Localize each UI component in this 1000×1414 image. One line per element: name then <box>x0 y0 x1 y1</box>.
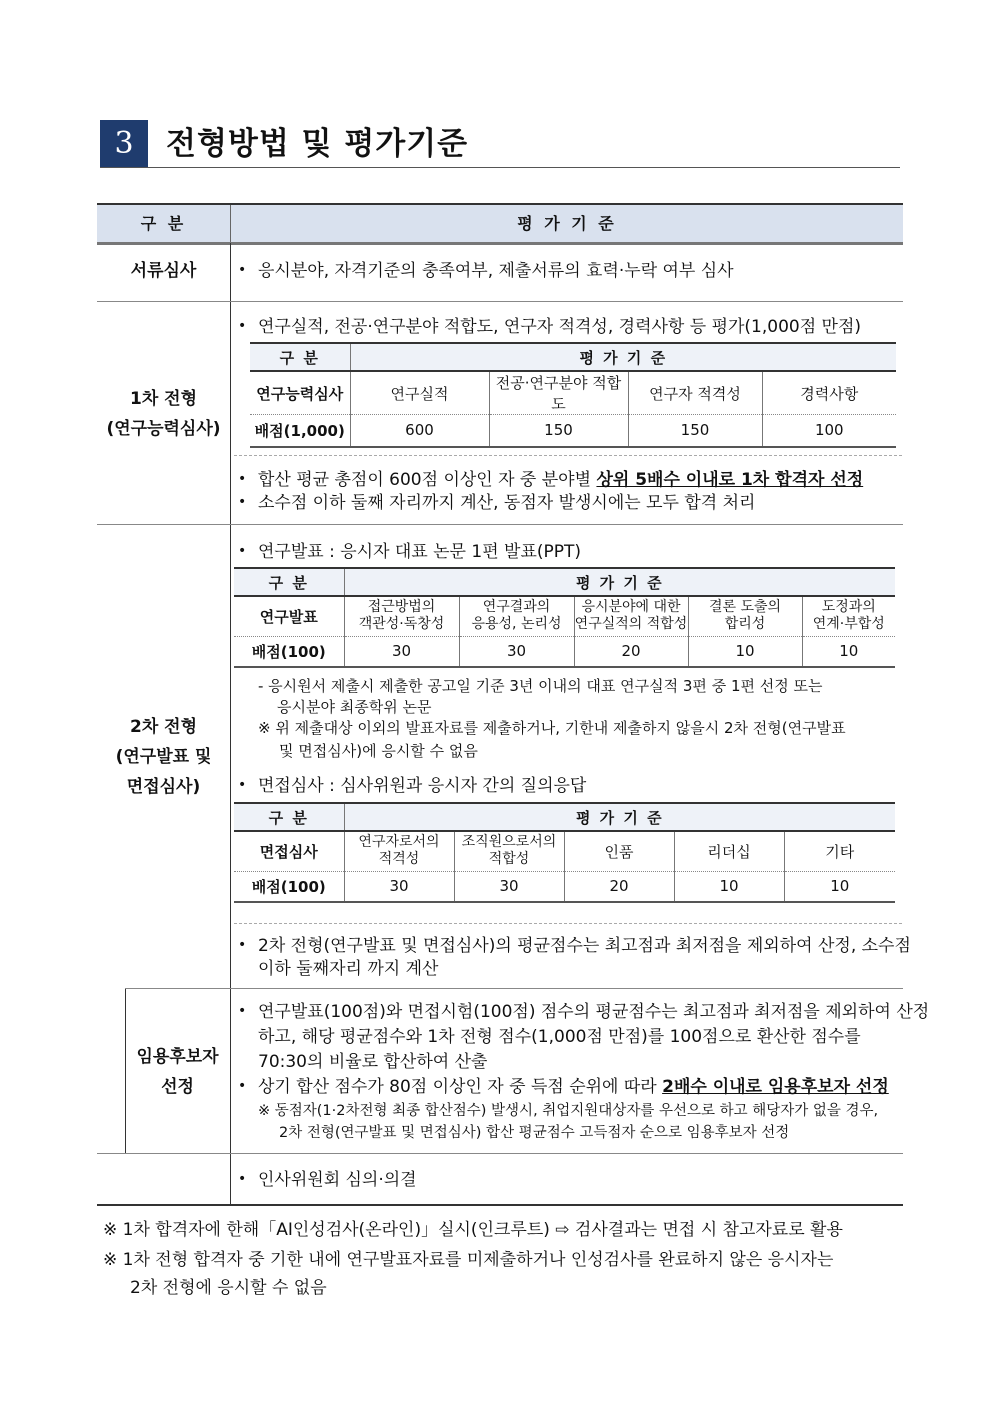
cell-line: 응시분야에 대한 <box>581 599 681 616</box>
section-title: 전형방법 및 평가기준 <box>166 126 469 162</box>
cell-line: 연계·부합성 <box>812 616 885 633</box>
table-cell: 10 <box>802 636 895 667</box>
table-cell: 30 <box>344 871 454 902</box>
column-divider <box>230 243 231 1205</box>
table-cell: 배점(100) <box>234 636 344 667</box>
stage1-intro: 연구실적, 전공·연구분야 적합도, 연구자 적격성, 경력사항 등 평가(1,000점 만점) <box>258 317 862 337</box>
table-cell <box>454 831 564 871</box>
stage2-label-line1: 2차 전형 <box>129 717 197 737</box>
presentation-note2b: 및 면접심사)에 응시할 수 없음 <box>279 742 478 760</box>
title-underline <box>100 167 900 168</box>
table-header-criteria: 평 가 기 준 <box>350 343 896 371</box>
footnote-1: ※ 1차 합격자에 한해「AI인성검사(온라인)」실시(인크루트) ⇨ 검사결과는 면접 시 참고자료로 활용 <box>103 1220 843 1240</box>
presentation-note1a: - 응시원서 제출시 제출한 공고일 기준 3년 이내의 대표 연구실적 3편 중 1편 선정 또는 <box>258 677 823 695</box>
table-cell <box>344 831 454 871</box>
table-cell: 기타 <box>784 831 895 871</box>
stage2-label-line2: (연구발표 및 <box>115 747 212 767</box>
stage1-note2: 소수점 이하 둘째 자리까지 계산, 동점자 발생시에는 모두 합격 처리 <box>258 493 756 513</box>
stage2-average-note-b: 이하 둘째자리 까지 계산 <box>258 959 439 979</box>
table-cell: 연구발표 <box>234 596 344 636</box>
stage2-label-line3: 면접심사) <box>126 777 201 797</box>
candidate-b1b: 하고, 해당 평균점수와 1차 전형 점수(1,000점 만점)를 100점으로 환산한 점수를 <box>258 1027 861 1047</box>
table-cell: 20 <box>564 871 674 902</box>
table-header-category: 구 분 <box>234 803 344 831</box>
cell-line: 합리성 <box>724 616 766 633</box>
presentation-note2a: ※ 위 제출대상 이외의 발표자료를 제출하거나, 기한내 제출하지 않을시 2차 전형(연구발표 <box>258 719 846 737</box>
table-cell: 경력사항 <box>762 371 896 415</box>
doc-review-text: 응시분야, 자격기준의 충족여부, 제출서류의 효력·누락 여부 심사 <box>258 261 734 281</box>
table-header-category: 구 분 <box>250 343 350 371</box>
table-cell: 전공·연구분야 적합도 <box>489 371 628 415</box>
bullet: • <box>238 1078 247 1094</box>
table-cell: 600 <box>350 415 489 447</box>
table-cell: 10 <box>784 871 895 902</box>
presentation-note1b: 응시분야 최종학위 논문 <box>277 698 432 716</box>
presentation-score-table <box>234 567 895 668</box>
doc-review-label: 서류심사 <box>130 261 197 281</box>
stage1-label-line2: (연구능력심사) <box>106 419 221 439</box>
cell-line: 연구실적의 적합성 <box>574 616 688 633</box>
bullet: • <box>238 777 247 793</box>
candidate-note-b: 2차 전형(연구발표 및 면접심사) 합산 평균점수 고득점자 순으로 임용후보자 선정 <box>279 1125 790 1141</box>
table-cell: 배점(100) <box>234 871 344 902</box>
footnote-2a: ※ 1차 전형 합격자 중 기한 내에 연구발표자료를 미제출하거나 인성검사를 완료하지 않은 응시자는 <box>103 1250 834 1270</box>
table-cell: 30 <box>344 636 459 667</box>
interview-intro: 면접심사 : 심사위원과 응시자 간의 질의응답 <box>258 776 587 796</box>
table-cell: 150 <box>489 415 628 447</box>
table-cell: 10 <box>688 636 802 667</box>
stage1-note1 <box>258 468 863 493</box>
bullet: • <box>238 1171 247 1187</box>
cell-line: 결론 도출의 <box>708 599 782 616</box>
cell-line: 연구자로서의 <box>358 834 440 851</box>
cell-line: 객관성·독창성 <box>358 616 445 633</box>
bullet: • <box>238 494 247 510</box>
cell-line: 도정과의 <box>821 599 876 616</box>
cell-line: 연구결과의 <box>482 599 551 616</box>
cell-line: 적합성 <box>488 851 530 868</box>
bullet: • <box>238 262 247 278</box>
bullet: • <box>238 937 247 953</box>
header-criteria: 평 가 기 준 <box>517 214 617 233</box>
table-header-criteria: 평 가 기 준 <box>344 803 895 831</box>
table-cell: 30 <box>454 871 564 902</box>
note-emphasis: 상위 5배수 이내로 1차 합격자 선정 <box>596 470 864 490</box>
header-category: 구 분 <box>140 214 187 233</box>
table-cell <box>459 596 574 636</box>
bullet: • <box>238 471 247 487</box>
note-text: 합산 평균 총점이 600점 이상인 자 중 분야별 <box>258 470 597 490</box>
bullet: • <box>238 543 247 559</box>
table-cell: 20 <box>574 636 688 667</box>
stage1-label-line1: 1차 전형 <box>129 389 197 409</box>
candidate-b2 <box>258 1075 889 1100</box>
candidate-label-line2: 선정 <box>161 1077 194 1097</box>
note-emphasis: 2배수 이내로 임용후보자 선정 <box>662 1077 889 1097</box>
cell-line: 적격성 <box>378 851 420 868</box>
section-number: 3 <box>100 120 148 168</box>
candidate-label-line1: 임용후보자 <box>136 1047 219 1067</box>
table-cell: 연구실적 <box>350 371 489 415</box>
table-cell: 연구능력심사 <box>250 371 350 415</box>
cell-line: 응용성, 논리성 <box>471 616 562 633</box>
table-cell: 배점(1,000) <box>250 415 350 447</box>
table-cell: 리더십 <box>674 831 784 871</box>
presentation-intro: 연구발표 : 응시자 대표 논문 1편 발표(PPT) <box>258 542 582 562</box>
table-cell: 인품 <box>564 831 674 871</box>
table-cell: 100 <box>762 415 896 447</box>
table-cell <box>802 596 895 636</box>
candidate-note-a: ※ 동점자(1·2차전형 최종 합산점수) 발생시, 취업지원대상자를 우선으로 하고 해당자가 없을 경우, <box>258 1103 879 1119</box>
bullet: • <box>238 1003 247 1019</box>
table-cell: 연구자 적격성 <box>628 371 762 415</box>
bullet: • <box>238 318 247 334</box>
interview-score-table <box>234 802 895 903</box>
table-header <box>97 203 903 245</box>
table-cell <box>344 596 459 636</box>
candidate-b1a: 연구발표(100점)와 면접시험(100점) 점수의 평균점수는 최고점과 최저점을 제외하여 산정 <box>258 1002 930 1022</box>
cell-line: 접근방법의 <box>367 599 436 616</box>
note-text: 상기 합산 점수가 80점 이상인 자 중 득점 순위에 따라 <box>258 1077 663 1097</box>
cell-line: 조직원으로서의 <box>461 834 557 851</box>
table-cell: 150 <box>628 415 762 447</box>
committee-text: 인사위원회 심의·의결 <box>258 1170 417 1190</box>
stage2-average-note-a: 2차 전형(연구발표 및 면접심사)의 평균점수는 최고점과 최저점을 제외하여 산정, 소수점 <box>258 936 911 956</box>
table-cell <box>574 596 688 636</box>
table-cell: 30 <box>459 636 574 667</box>
table-cell <box>688 596 802 636</box>
candidate-b1c: 70:30의 비율로 합산하여 산출 <box>258 1052 488 1072</box>
table-header-category: 구 분 <box>234 568 344 596</box>
table-cell: 면접심사 <box>234 831 344 871</box>
table-cell: 10 <box>674 871 784 902</box>
table-header-criteria: 평 가 기 준 <box>344 568 895 596</box>
stage1-score-table <box>250 342 896 448</box>
footnote-2b: 2차 전형에 응시할 수 없음 <box>130 1278 327 1298</box>
